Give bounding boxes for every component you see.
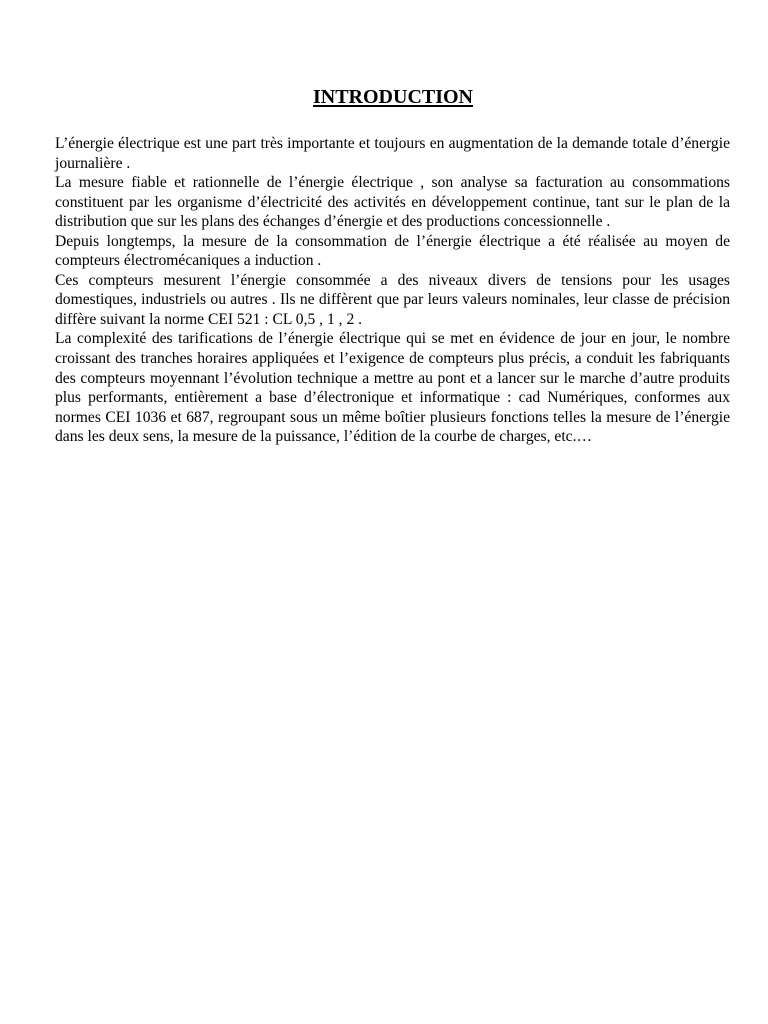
page-title: INTRODUCTION <box>312 86 474 108</box>
paragraph-3: Depuis longtemps, la mesure de la consommation de l’énergie électrique a été réalisée au moyen de compteurs électromécaniques a induction . <box>55 232 730 270</box>
document-body <box>55 134 730 447</box>
paragraph-2: La mesure fiable et rationnelle de l’énergie électrique , son analyse sa facturation au consommations constituent par les organisme d’électricité des activités en développement continue, tant sur le plan de la distribution que sur les plans des échanges d’énergie et des productions concessionnelle . <box>55 174 730 231</box>
paragraph-4: Ces compteurs mesurent l’énergie consommée a des niveaux divers de tensions pour les usages domestiques, industriels ou autres . Ils ne diffèrent que par leurs valeurs nominales, leur classe de précision diffère suivant la norme CEI 521 : CL 0,5 , 1 , 2 . <box>55 271 730 328</box>
paragraph-5: La complexité des tarifications de l’énergie électrique qui se met en évidence de jour en jour, le nombre croissant des tranches horaires appliquées et l’exigence de compteurs plus précis, a conduit les fabriquants des compteurs moyennant l’évolution technique a mettre au pont et a lancer sur le marche d’autre produits plus performants, entièrement a base d’électronique et informatique : cad Numériques, conformes aux normes CEI 1036 et 687, regroupant sous un même boîtier plusieurs fonctions telles la mesure de l’énergie dans les deux sens, la mesure de la puissance, l’édition de la courbe de charges, etc.… <box>55 330 730 446</box>
paragraph-1: L’énergie électrique est une part très importante et toujours en augmentation de la demande totale d’énergie journalière . <box>55 135 730 172</box>
